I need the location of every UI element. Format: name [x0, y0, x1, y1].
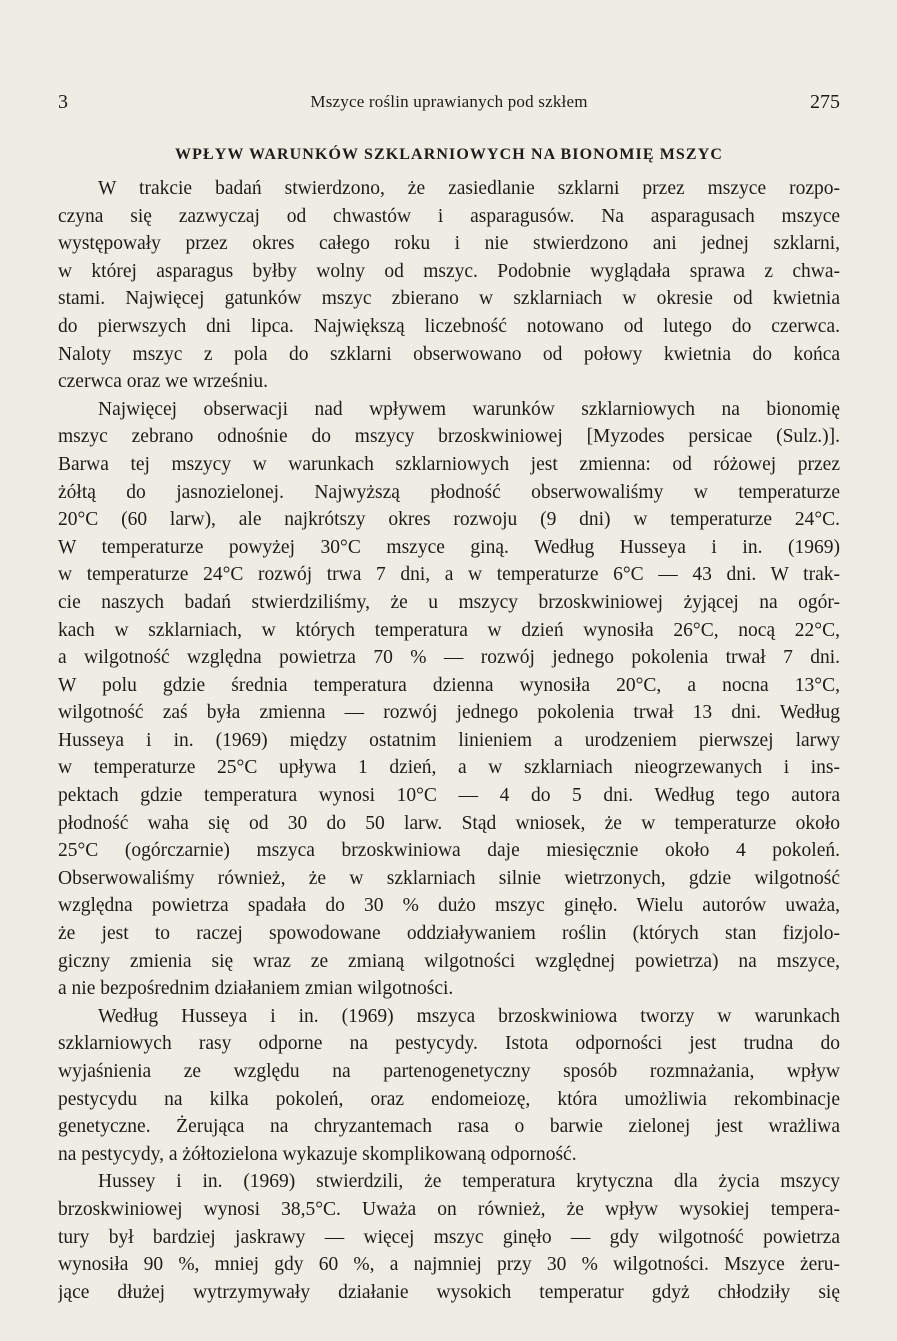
text-line: genetyczne. Żerująca na chryzantemach rasa o barwie zielonej jest wrażliwa	[58, 1116, 840, 1138]
text-line: wilgotność zaś była zmienna — rozwój jednego pokolenia trwał 13 dni. Według	[58, 702, 840, 724]
text-line: cie naszych badań stwierdziliśmy, że u mszycy brzoskwiniowej żyjącej na ogór-	[58, 591, 840, 613]
running-header	[58, 89, 840, 115]
text-line: wynosiła 90 %, mniej gdy 60 %, a najmniej przy 30 % wilgotności. Mszyce żeru-	[58, 1254, 840, 1276]
text-line: pektach gdzie temperatura wynosi 10°C — 4 do 5 dni. Według tego autora	[58, 785, 840, 807]
section-title: WPŁYW WARUNKÓW SZKLARNIOWYCH NA BIONOMIĘ MSZYC	[175, 146, 723, 163]
page-number: 275	[810, 91, 840, 113]
chapter-number: 3	[58, 91, 68, 113]
text-line: jące dłużej wytrzymywały działanie wysokich temperatur gdyż chłodziły się	[58, 1281, 840, 1303]
text-line: W temperaturze powyżej 30°C mszyce giną. Według Husseya i in. (1969)	[58, 536, 840, 558]
text-line: czyna się zazwyczaj od chwastów i asparagusów. Na asparagusach mszyce	[58, 205, 840, 227]
text-line: Według Husseya i in. (1969) mszyca brzoskwiniowa tworzy w warunkach	[98, 1005, 840, 1027]
text-line: wyjaśnienia ze względu na partenogenetyczny sposób rozmnażania, wpływ	[58, 1061, 840, 1082]
text-line: żółtą do jasnozielonej. Najwyższą płodność obserwowaliśmy w temperaturze	[58, 481, 840, 503]
text-line: do pierwszych dni lipca. Największą liczebność notowano od lutego do czerwca.	[58, 315, 840, 337]
text-line: Husseya i in. (1969) między ostatnim linieniem a urodzeniem pierwszej larwy	[58, 729, 840, 751]
text-line: Hussey i in. (1969) stwierdzili, że temperatura krytyczna dla życia mszycy	[98, 1171, 840, 1193]
text-line: tury był bardziej jaskrawy — więcej mszyc ginęło — gdy wilgotność powietrza	[58, 1226, 840, 1248]
text-line: w której asparagus byłby wolny od mszyc. Podobnie wyglądała sprawa z chwa-	[58, 260, 840, 282]
text-line: giczny zmienia się wraz ze zmianą wilgotności względnej powietrza) na mszyce,	[58, 950, 840, 972]
text-line: a nie bezpośrednim działaniem zmian wilgotności.	[58, 978, 454, 1000]
body-text	[58, 175, 840, 1306]
running-title: Mszyce roślin uprawianych pod szkłem	[310, 92, 588, 111]
text-line: W trakcie badań stwierdzono, że zasiedlanie szklarni przez mszyce rozpo-	[98, 178, 840, 199]
text-line: Najwięcej obserwacji nad wpływem warunków szklarniowych na bionomię	[98, 398, 840, 420]
text-line: płodność waha się od 30 do 50 larw. Stąd wniosek, że w temperaturze około	[58, 812, 840, 834]
text-line: szklarniowych rasy odporne na pestycydy. Istota odporności jest trudna do	[58, 1033, 840, 1055]
text-line: kach w szklarniach, w których temperatura w dzień wynosiła 26°C, nocą 22°C,	[58, 619, 840, 641]
text-line: że jest to raczej spowodowane oddziaływaniem roślin (których stan fizjolo-	[58, 923, 840, 945]
text-line: W polu gdzie średnia temperatura dzienna wynosiła 20°C, a nocna 13°C,	[58, 674, 840, 696]
text-line: pestycydu na kilka pokoleń, oraz endomeiozę, która umożliwia rekombinacje	[58, 1088, 840, 1110]
text-line: stami. Najwięcej gatunków mszyc zbierano w szklarniach w okresie od kwietnia	[58, 288, 840, 310]
text-line: występowały przez okres całego roku i nie stwierdzono ani jednej szklarni,	[58, 233, 840, 255]
text-line: Obserwowaliśmy również, że w szklarniach silnie wietrzonych, gdzie wilgotność	[58, 867, 840, 889]
text-line: czerwca oraz we wrześniu.	[58, 371, 269, 393]
text-line: Barwa tej mszycy w warunkach szklarniowych jest zmienna: od różowej przez	[58, 453, 840, 475]
text-line: 25°C (ogórczarnie) mszyca brzoskwiniowa daje miesięcznie około 4 pokoleń.	[58, 840, 840, 862]
text-line: mszyc zebrano odnośnie do mszycy brzoskwiniowej [Myzodes persicae (Sulz.)].	[58, 426, 840, 448]
text-line: a wilgotność względna powietrza 70 % — rozwój jednego pokolenia trwał 7 dni.	[58, 647, 840, 669]
text-line: w temperaturze 24°C rozwój trwa 7 dni, a w temperaturze 6°C — 43 dni. W trak-	[58, 564, 840, 586]
text-line: na pestycydy, a żółtozielona wykazuje skomplikowaną odporność.	[58, 1143, 577, 1165]
text-line: brzoskwiniowej wynosi 38,5°C. Uważa on również, że wpływ wysokiej tempera-	[58, 1198, 840, 1220]
text-line: 20°C (60 larw), ale najkrótszy okres rozwoju (9 dni) w temperaturze 24°C.	[58, 509, 840, 531]
text-line: w temperaturze 25°C upływa 1 dzień, a w szklarniach nieogrzewanych i ins-	[58, 757, 840, 779]
text-line: względna powietrza spadała do 30 % dużo mszyc ginęło. Wielu autorów uważa,	[58, 895, 840, 917]
text-line: Naloty mszyc z pola do szklarni obserwowano od połowy kwietnia do końca	[58, 343, 840, 365]
